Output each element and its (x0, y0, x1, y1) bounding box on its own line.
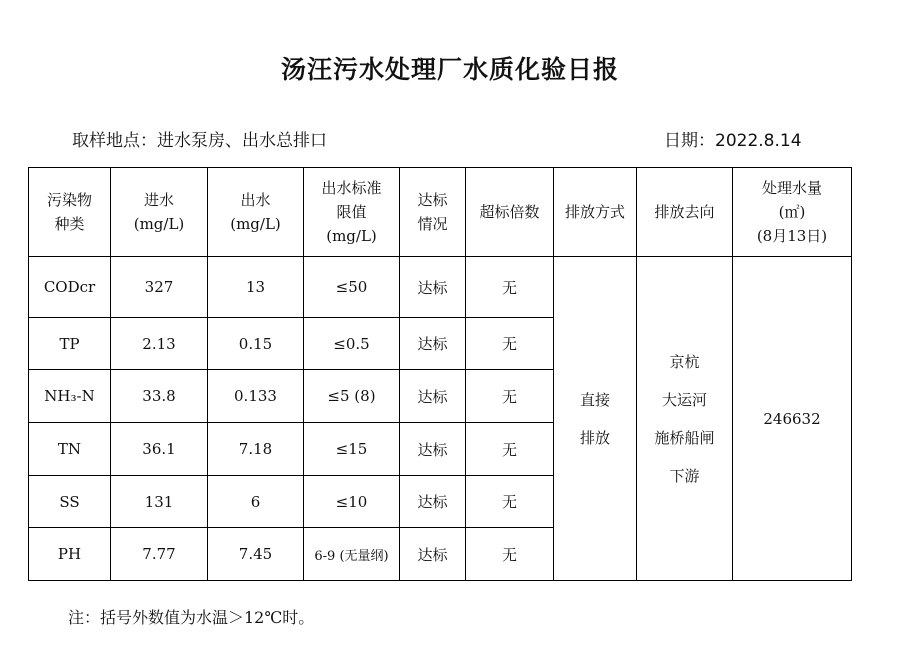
header-discharge-dest: 排放去向 (637, 168, 733, 257)
standard-limit: ≤10 (304, 476, 400, 528)
effluent-value: 13 (208, 257, 304, 318)
sampling-location: 取样地点：进水泵房、出水总排口 (72, 131, 327, 151)
exceed-multiple: 无 (466, 476, 554, 528)
influent-value: 327 (111, 257, 208, 318)
exceed-multiple: 无 (466, 528, 554, 581)
effluent-value: 0.15 (208, 318, 304, 370)
pollutant-name: PH (29, 528, 111, 581)
discharge-destination: 京杭 大运河 施桥船闸 下游 (637, 257, 733, 581)
pollutant-name: TP (29, 318, 111, 370)
influent-value: 7.77 (111, 528, 208, 581)
table-row (29, 257, 852, 318)
standard-limit: ≤0.5 (304, 318, 400, 370)
influent-value: 2.13 (111, 318, 208, 370)
pollutant-name: NH₃-N (29, 370, 111, 423)
header-effluent: 出水 (mg/L) (208, 168, 304, 257)
footnote: 注：括号外数值为水温＞12℃时。 (68, 608, 315, 627)
exceed-multiple: 无 (466, 370, 554, 423)
compliance-status: 达标 (400, 528, 466, 581)
compliance-status: 达标 (400, 423, 466, 476)
exceed-multiple: 无 (466, 257, 554, 318)
header-status: 达标 情况 (400, 168, 466, 257)
pollutant-name: SS (29, 476, 111, 528)
header-exceed: 超标倍数 (466, 168, 554, 257)
pollutant-name: CODcr (29, 257, 111, 318)
influent-value: 36.1 (111, 423, 208, 476)
effluent-value: 7.18 (208, 423, 304, 476)
header-standard: 出水标准 限值 (mg/L) (304, 168, 400, 257)
header-influent: 进水 (mg/L) (111, 168, 208, 257)
treated-volume: 246632 (733, 257, 852, 581)
header-row (29, 168, 852, 257)
header-pollutant: 污染物 种类 (29, 168, 111, 257)
report-title: 汤汪污水处理厂水质化验日报 (280, 55, 619, 84)
discharge-method: 直接 排放 (554, 257, 637, 581)
influent-value: 33.8 (111, 370, 208, 423)
effluent-value: 7.45 (208, 528, 304, 581)
compliance-status: 达标 (400, 370, 466, 423)
standard-limit: ≤50 (304, 257, 400, 318)
water-quality-table (28, 167, 852, 581)
compliance-status: 达标 (400, 318, 466, 370)
standard-limit: ≤15 (304, 423, 400, 476)
compliance-status: 达标 (400, 257, 466, 318)
exceed-multiple: 无 (466, 423, 554, 476)
influent-value: 131 (111, 476, 208, 528)
header-discharge-method: 排放方式 (554, 168, 637, 257)
effluent-value: 0.133 (208, 370, 304, 423)
exceed-multiple: 无 (466, 318, 554, 370)
effluent-value: 6 (208, 476, 304, 528)
compliance-status: 达标 (400, 476, 466, 528)
standard-limit: ≤5 (8) (304, 370, 400, 423)
pollutant-name: TN (29, 423, 111, 476)
report-date: 日期：2022.8.14 (664, 131, 802, 151)
header-volume: 处理水量 (㎡) (8月13日) (733, 168, 852, 257)
standard-limit: 6-9 (无量纲) (304, 528, 400, 581)
